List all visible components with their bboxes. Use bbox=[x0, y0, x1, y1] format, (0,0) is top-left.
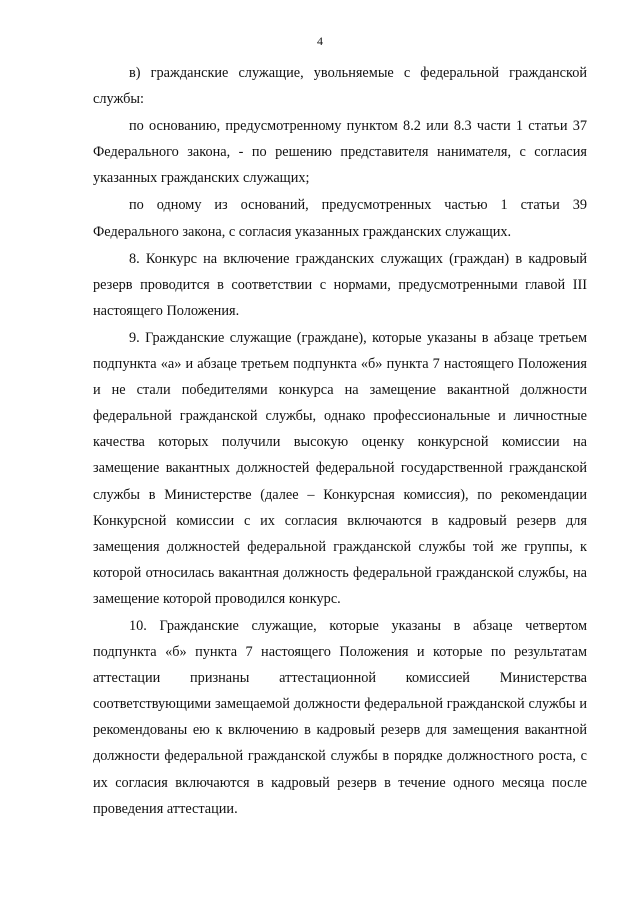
page-number: 4 bbox=[317, 34, 323, 48]
paragraph-8-competition: 8. Конкурс на включение гражданских служащих (граждан) в кадровый резерв проводится в соответствии с нормами, предусмотренными главой III настоящего Положения. bbox=[93, 250, 587, 319]
paragraph-basis-point-8-2: по основанию, предусмотренному пунктом 8.2 или 8.3 части 1 статьи 37 Федерального закона, - по решению представителя нанимателя, с согласия указанных гражданских служащих; bbox=[93, 118, 587, 187]
paragraph-basis-article-39: по одному из оснований, предусмотренных частью 1 статьи 39 Федерального закона, с согласия указанных гражданских служащих. bbox=[93, 197, 587, 240]
paragraph-10-attestation: 10. Гражданские служащие, которые указаны в абзаце четвертом подпункта «б» пункта 7 настоящего Положения и которые по результатам аттестации признаны аттестационной комиссией Министерства соответствующими замещаемой должности федеральной гражданской службы и рекомендованы ею к включению в кадровый резерв для замещения вакантной должности федеральной гражданской службы в порядке должностного роста, с их согласия включаются в кадровый резерв в течение одного месяца после проведения аттестации. bbox=[93, 617, 587, 817]
document-body bbox=[93, 60, 587, 822]
paragraph-v-civil-servants-dismissed: в) гражданские служащие, увольняемые с федеральной гражданской службы: bbox=[93, 65, 587, 108]
paragraph-9-civil-servants: 9. Гражданские служащие (граждане), которые указаны в абзаце третьем подпункта «а» и абзаце третьем подпункта «б» пункта 7 настоящего Положения и не стали победителями конкурса на замещение вакантной должности федеральной гражданской службы, однако профессиональные и личностные качества которых получили высокую оценку конкурсной комиссии на замещение вакантных должностей федеральной государственной гражданской службы в Министерстве (далее – Конкурсная комиссия), по рекомендации Конкурсной комиссии с их согласия включаются в кадровый резерв для замещения должностей федеральной гражданской службы той же группы, к которой относилась вакантная должность федеральной гражданской службы, на замещение которой проводился конкурс. bbox=[93, 329, 587, 607]
